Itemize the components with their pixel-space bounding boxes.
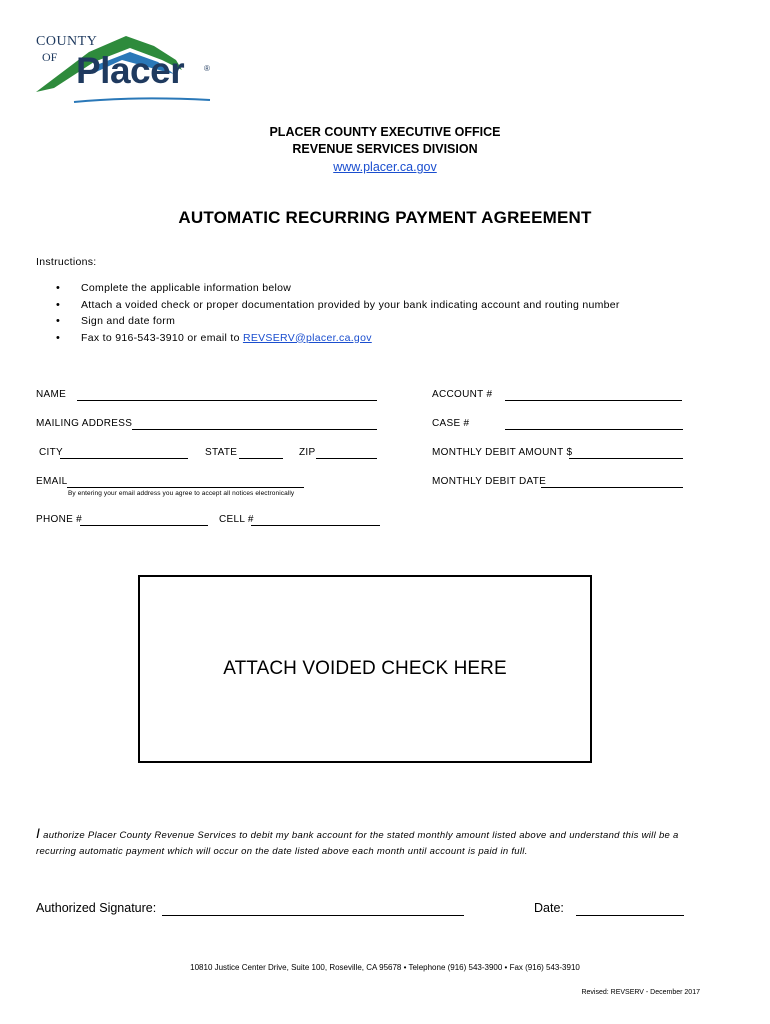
instruction-item: • Attach a voided check or proper documentation provided by your bank indicating account and routing number	[56, 297, 620, 314]
email-link[interactable]: REVSERV@placer.ca.gov	[242, 331, 372, 344]
registered-icon: ®	[204, 64, 210, 73]
county-logo	[34, 30, 214, 110]
authorization-text-2: recurring automatic payment which will occur on the date listed above each month until account is paid in full.	[36, 846, 528, 857]
monthly-debit-amount-field[interactable]	[569, 458, 683, 459]
logo-placer-text: Placer	[76, 50, 185, 91]
website-link[interactable]: www.placer.ca.gov	[333, 160, 437, 174]
email-label: EMAIL	[36, 476, 68, 487]
date-field[interactable]	[576, 915, 684, 916]
signature-label: Authorized Signature:	[36, 901, 157, 915]
monthly-debit-amount-label: MONTHLY DEBIT AMOUNT $	[432, 447, 573, 458]
city-label: CITY	[39, 447, 63, 458]
monthly-debit-date-label: MONTHLY DEBIT DATE	[432, 476, 547, 487]
cell-label: CELL #	[219, 514, 254, 525]
fax-instruction-text: Fax to 916-543-3910 or email to	[81, 331, 243, 344]
state-field[interactable]	[239, 458, 283, 459]
revision-note: Revised: REVSERV - December 2017	[581, 989, 700, 996]
authorization-text-1: authorize Placer County Revenue Services to debit my bank account for the stated monthly amount listed above and understand this will be a	[40, 830, 679, 841]
instructions-heading: Instructions:	[36, 256, 97, 268]
city-field[interactable]	[60, 458, 188, 459]
account-field[interactable]	[505, 400, 682, 401]
phone-field[interactable]	[80, 525, 208, 526]
logo-of-text: OF	[42, 50, 58, 64]
logo-county-text: COUNTY	[36, 34, 98, 49]
website-row	[0, 160, 770, 174]
phone-label: PHONE #	[36, 514, 83, 525]
authorization-initial: I	[36, 825, 41, 841]
zip-field[interactable]	[316, 458, 377, 459]
office-heading: PLACER COUNTY EXECUTIVE OFFICE	[269, 125, 501, 139]
case-label: CASE #	[432, 418, 470, 429]
page-title: AUTOMATIC RECURRING PAYMENT AGREEMENT	[178, 208, 592, 227]
name-field[interactable]	[77, 400, 377, 401]
email-consent-note: By entering your email address you agree to accept all notices electronically	[68, 490, 295, 497]
instruction-item: • Sign and date form	[56, 313, 620, 330]
authorization-line-1	[36, 825, 736, 841]
signature-field[interactable]	[162, 915, 464, 916]
instruction-item: • Complete the applicable information below	[56, 280, 620, 297]
email-field[interactable]	[67, 487, 304, 488]
account-label: ACCOUNT #	[432, 389, 493, 400]
instruction-item	[56, 330, 620, 347]
footer-address: 10810 Justice Center Drive, Suite 100, Roseville, CA 95678 • Telephone (916) 543-3900 • Fax (916) 543-3910	[190, 963, 580, 972]
monthly-debit-date-field[interactable]	[541, 487, 683, 488]
cell-field[interactable]	[251, 525, 380, 526]
state-label: STATE	[205, 447, 238, 458]
zip-label: ZIP	[299, 447, 316, 458]
case-field[interactable]	[505, 429, 683, 430]
mailing-address-label: MAILING ADDRESS	[36, 418, 133, 429]
instructions-list	[56, 280, 620, 346]
division-heading: REVENUE SERVICES DIVISION	[292, 142, 478, 156]
voided-check-label: ATTACH VOIDED CHECK HERE	[223, 658, 507, 679]
date-label: Date:	[534, 901, 564, 915]
mailing-address-field[interactable]	[132, 429, 377, 430]
name-label: NAME	[36, 389, 67, 400]
